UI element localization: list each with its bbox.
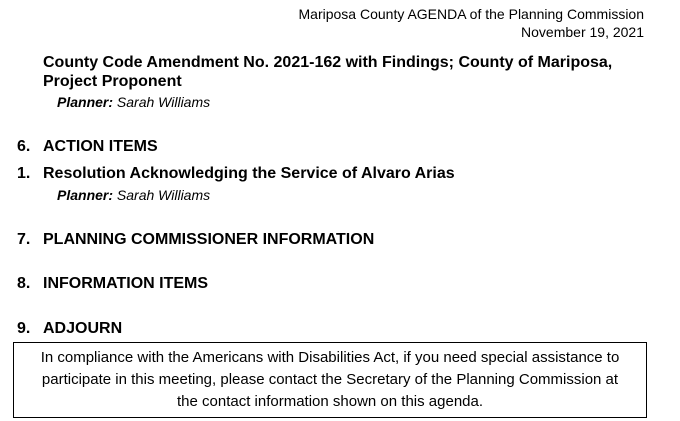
action-item-resolution (17, 164, 455, 183)
agenda-header (299, 5, 645, 41)
section-title: PLANNING COMMISSIONER INFORMATION (43, 231, 375, 248)
section-action-items (17, 137, 158, 156)
section-planning-commissioner-information (17, 230, 374, 249)
ada-notice-line1: In compliance with the Americans with Disabilities Act, if you need special assistance to (40, 349, 620, 366)
section-number: 7. (17, 231, 31, 248)
ada-notice-box (13, 342, 647, 418)
amendment-title (43, 53, 612, 91)
section-number: 6. (17, 138, 31, 155)
section-adjourn (17, 319, 122, 338)
amendment-title-line1: County Code Amendment No. 2021-162 with Findings; County of Mariposa, (43, 54, 613, 71)
ada-notice-line3: the contact information shown on this agenda. (176, 393, 484, 410)
planner-name: Sarah Williams (116, 94, 211, 110)
section-information-items (17, 274, 208, 293)
planner-name: Sarah Williams (116, 187, 211, 203)
action-item-planner (57, 187, 210, 204)
agenda-header-date: November 19, 2021 (521, 24, 644, 40)
section-title: ADJOURN (43, 320, 123, 337)
section-number: 8. (17, 275, 31, 292)
ada-notice-line2: participate in this meeting, please contact the Secretary of the Planning Commission at (41, 371, 619, 388)
action-item-title: Resolution Acknowledging the Service of Alvaro Arias (43, 165, 455, 182)
planner-label: Planner: (57, 187, 114, 203)
section-title: INFORMATION ITEMS (43, 275, 209, 292)
agenda-header-title: Mariposa County AGENDA of the Planning Commission (298, 6, 644, 22)
action-item-number: 1. (17, 165, 31, 182)
section-number: 9. (17, 320, 31, 337)
amendment-title-line2: Project Proponent (43, 73, 182, 90)
section-title: ACTION ITEMS (43, 138, 158, 155)
amendment-planner (57, 94, 210, 111)
planner-label: Planner: (57, 94, 114, 110)
